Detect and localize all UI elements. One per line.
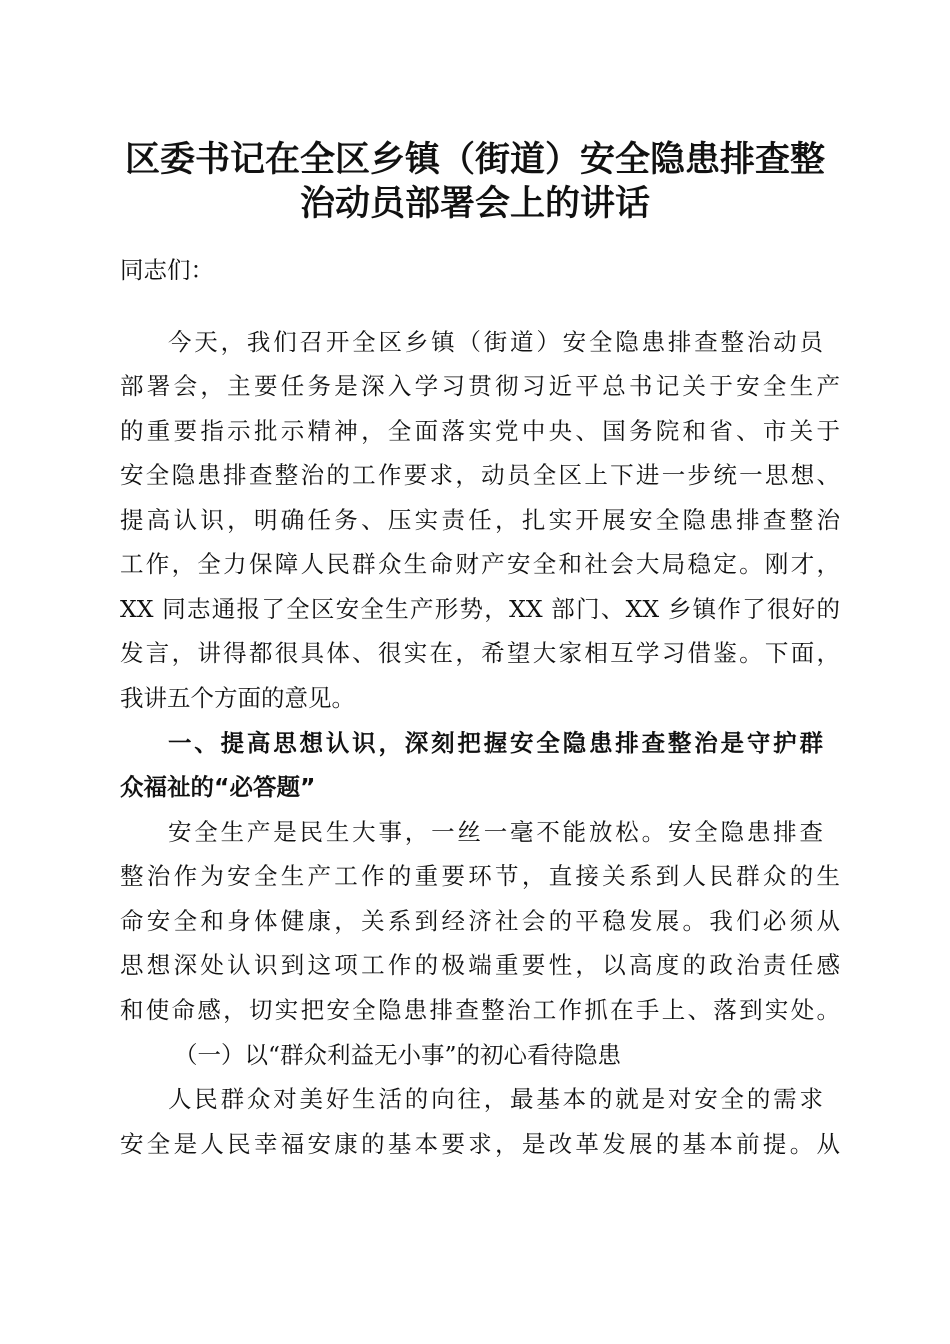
intro-line: 发言，讲得都很具体、很实在，希望大家相互学习借鉴。下面， [120, 639, 840, 667]
subsection-body-line: 安全是人民幸福安康的基本要求，是改革发展的基本前提。从 [120, 1130, 840, 1158]
section-body-line: 整治作为安全生产工作的重要环节，直接关系到人民群众的生 [120, 862, 840, 890]
intro-line: 今天，我们召开全区乡镇（街道）安全隐患排查整治动员 [168, 328, 823, 356]
subsection-body-line: 人民群众对美好生活的向往，最基本的就是对安全的需求 [168, 1085, 823, 1113]
document-title-line-2: 治动员部署会上的讲话 [299, 183, 650, 224]
section-body-line: 安全生产是民生大事，一丝一毫不能放松。安全隐患排查 [168, 818, 823, 846]
intro-line: 部署会，主要任务是深入学习贯彻习近平总书记关于安全生产 [120, 372, 840, 400]
intro-line: 工作，全力保障人民群众生命财产安全和社会大局稳定。刚才， [120, 550, 840, 578]
section-body-line: 命安全和身体健康，关系到经济社会的平稳发展。我们必须从 [120, 907, 840, 935]
intro-line: 提高认识，明确任务、压实责任，扎实开展安全隐患排查整治 [120, 506, 840, 534]
intro-line: 的重要指示批示精神，全面落实党中央、国务院和省、市关于 [120, 417, 840, 445]
intro-line: 我讲五个方面的意见。 [120, 684, 355, 712]
document-title-line-1: 区委书记在全区乡镇（街道）安全隐患排查整 [124, 139, 825, 180]
section-body-line: 和使命感，切实把安全隐患排查整治工作抓在手上、落到实处。 [120, 996, 840, 1024]
intro-line: 安全隐患排查整治的工作要求，动员全区上下进一步统一思想、 [120, 461, 840, 489]
intro-line: XX 同志通报了全区安全生产形势，XX 部门、XX 乡镇作了很好的 [120, 595, 840, 623]
subsection-heading: （一）以“群众利益无小事”的初心看待隐患 [174, 1041, 622, 1069]
salutation: 同志们： [120, 256, 214, 284]
section-body-line: 思想深处认识到这项工作的极端重要性，以高度的政治责任感 [120, 951, 840, 979]
section-heading: 一、提高思想认识，深刻把握安全隐患排查整治是守护群 [168, 729, 823, 757]
section-heading: 众福祉的“必答题” [120, 773, 316, 801]
